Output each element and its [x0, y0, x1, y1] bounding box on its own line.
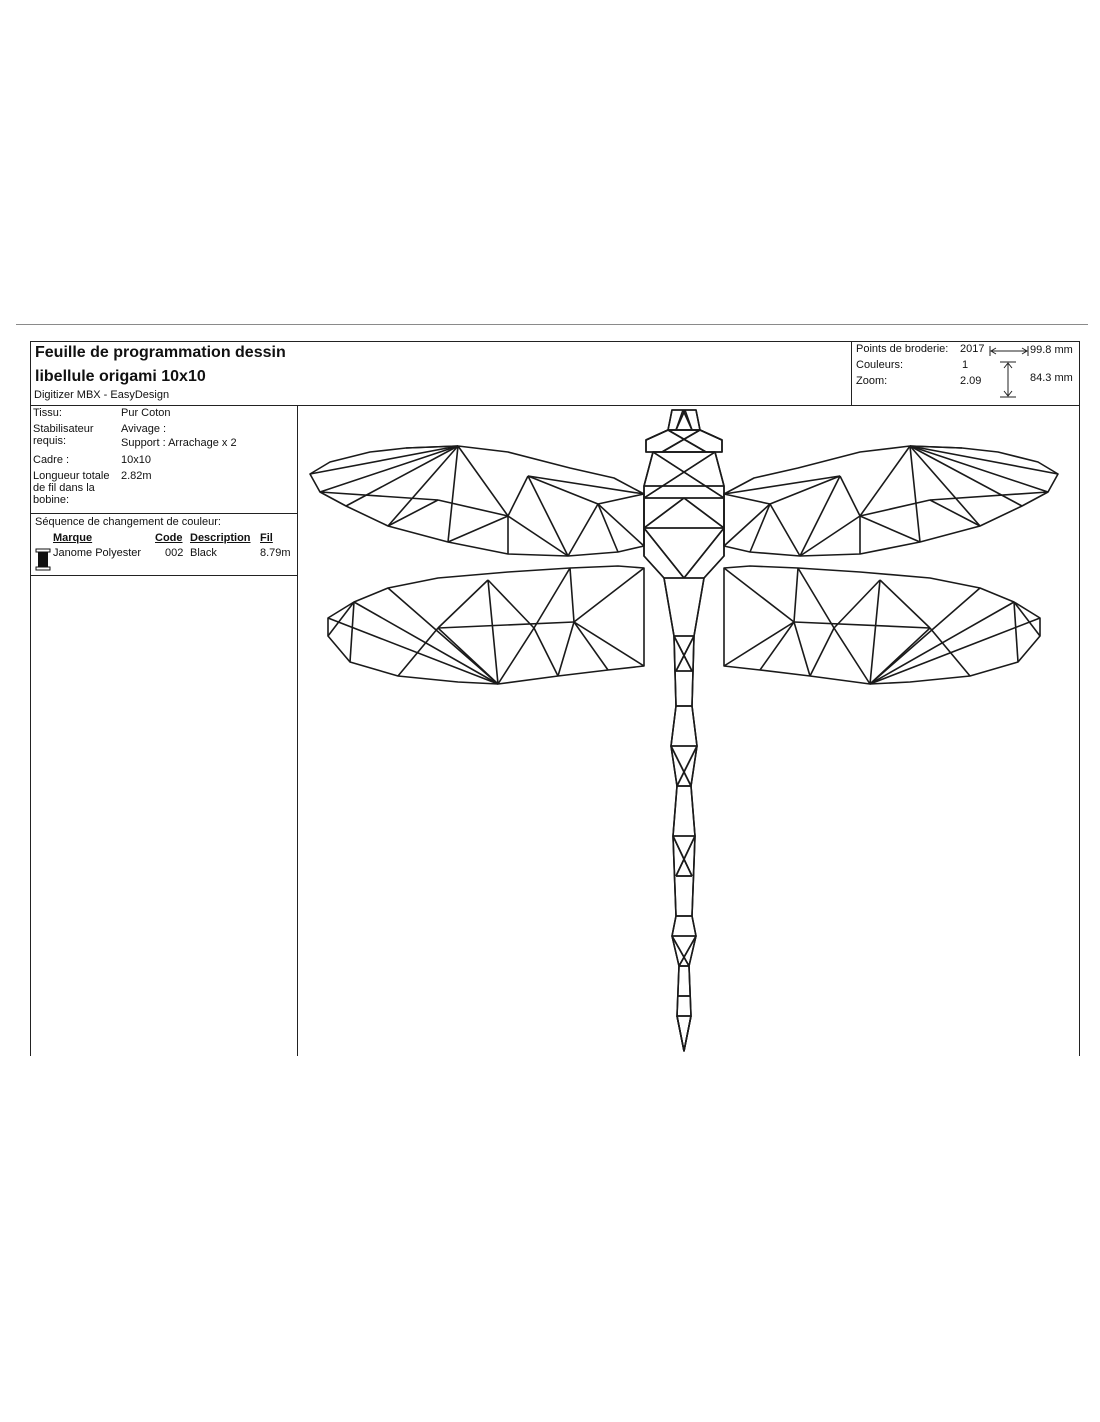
- thread-length-label: Longueur totale de fil dans la bobine:: [33, 470, 110, 506]
- row-thread: 8.79m: [260, 547, 291, 559]
- brand-column-header: Marque: [53, 532, 93, 544]
- dragonfly-design-icon: [298, 406, 1079, 1056]
- zoom-label: Zoom:: [856, 375, 888, 387]
- description-column-header: Description: [190, 532, 251, 544]
- thread-spool-icon: [35, 548, 51, 572]
- stabilizer-value-1: Avivage :: [121, 423, 167, 435]
- fabric-label: Tissu:: [33, 407, 62, 419]
- row-code: 002: [165, 547, 184, 559]
- frame-value: 10x10: [121, 454, 151, 466]
- design-height: 84.3 mm: [1030, 372, 1073, 384]
- row-description: Black: [190, 547, 217, 559]
- stabilizer-label: Stabilisateur requis:: [33, 423, 94, 447]
- row-brand: Janome Polyester: [53, 547, 142, 559]
- info-panel: [31, 406, 298, 1056]
- design-width: 99.8 mm: [1030, 344, 1073, 356]
- properties-table: [31, 406, 297, 514]
- software-name: Digitizer MBX - EasyDesign: [34, 389, 170, 401]
- design-title-line2: libellule origami 10x10: [35, 368, 206, 385]
- stitch-count-value: 2017: [960, 343, 985, 355]
- dragonfly-right-mirror: [644, 410, 1058, 1051]
- sheet-header: [31, 342, 1079, 406]
- thread-column-header: Fil: [260, 532, 273, 544]
- design-stats-panel: [851, 342, 1080, 405]
- page-separator-line: [16, 324, 1088, 325]
- dimension-arrows-icon: [988, 342, 1032, 402]
- fabric-value: Pur Coton: [121, 407, 171, 419]
- stabilizer-value-2: Support : Arrachage x 2: [121, 437, 237, 449]
- color-sequence-title: Séquence de changement de couleur:: [35, 516, 221, 528]
- color-count-label: Couleurs:: [856, 359, 904, 371]
- code-column-header: Code: [155, 532, 183, 544]
- color-count-value: 1: [962, 359, 969, 371]
- stitch-count-label: Points de broderie:: [856, 343, 949, 355]
- design-preview-area: [298, 406, 1079, 1056]
- zoom-value: 2.09: [960, 375, 982, 387]
- design-title-line1: Feuille de programmation dessin: [35, 344, 286, 361]
- color-sequence-table: [31, 514, 297, 576]
- thread-length-value: 2.82m: [121, 470, 152, 482]
- frame-label: Cadre :: [33, 454, 70, 466]
- programming-sheet: [30, 341, 1080, 1056]
